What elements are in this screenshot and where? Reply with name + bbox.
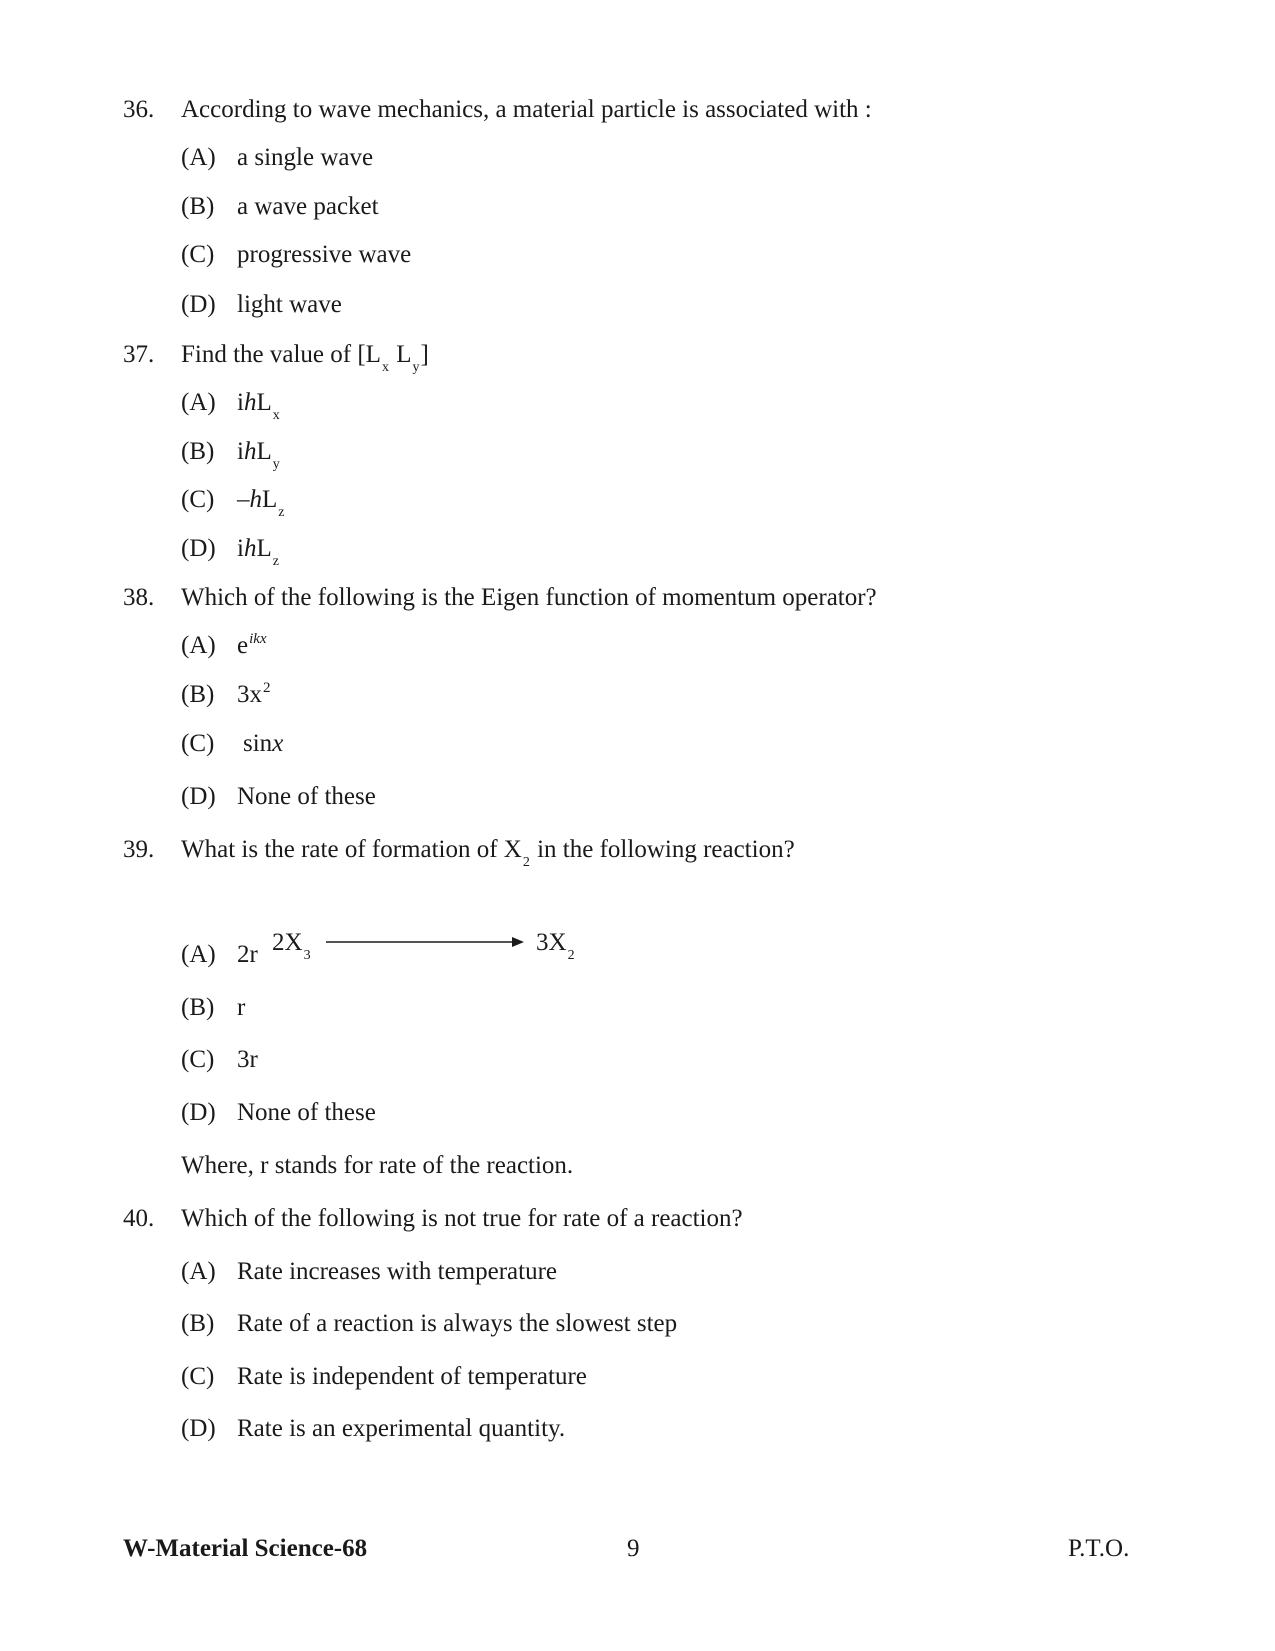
option-base: L — [256, 438, 272, 465]
question-text: What is the rate of formation of X — [181, 836, 522, 863]
option-base: 3x — [237, 681, 262, 708]
question-number: 38. — [123, 584, 155, 611]
q37-option-a — [181, 388, 281, 422]
reactant-formula: 2X — [272, 929, 303, 956]
product-formula: 3X — [536, 929, 567, 956]
q37-option-d — [181, 534, 280, 568]
q38-option-a — [181, 631, 267, 664]
question-39 — [123, 835, 795, 869]
option-prefix: i — [237, 389, 244, 416]
subscript: z — [278, 505, 285, 520]
question-text: in the following reaction? — [530, 836, 795, 863]
option-label: (D) — [181, 1415, 216, 1442]
option-label: (C) — [181, 1363, 215, 1390]
option-text: progressive wave — [237, 241, 412, 268]
option-label: (B) — [181, 438, 215, 465]
q39-option-d — [181, 1098, 376, 1128]
option-base: L — [262, 486, 278, 513]
subscript: 3 — [303, 948, 311, 963]
subscript: y — [412, 360, 420, 375]
option-text: Rate of a reaction is always the slowest step — [237, 1310, 678, 1337]
option-label: (D) — [181, 291, 216, 318]
q39-option-c — [181, 1045, 258, 1075]
question-text: Find the value of [L — [181, 341, 381, 368]
question-text: L — [389, 341, 412, 368]
option-base: L — [256, 535, 272, 562]
page-number: 9 — [627, 1535, 640, 1562]
option-label: (A) — [181, 941, 216, 968]
option-base: L — [256, 389, 272, 416]
q36-option-d — [181, 290, 342, 320]
subscript: 2 — [567, 948, 575, 963]
subscript: z — [272, 554, 279, 569]
reactant — [272, 928, 312, 962]
option-text: r — [237, 994, 246, 1021]
option-label: (C) — [181, 486, 215, 513]
option-label: (D) — [181, 783, 216, 810]
option-label: (A) — [181, 1258, 216, 1285]
option-label: (C) — [181, 241, 215, 268]
option-text: sin — [243, 730, 273, 757]
option-prefix: i — [237, 535, 244, 562]
option-prefix: – — [237, 486, 250, 513]
q36-option-c — [181, 240, 411, 270]
option-label: (A) — [181, 632, 216, 659]
h-bar-symbol: h — [243, 389, 257, 416]
option-text: light wave — [237, 291, 342, 318]
superscript: 2 — [263, 680, 271, 696]
h-bar-symbol: h — [243, 438, 257, 465]
question-text: ] — [420, 341, 429, 368]
option-label: (A) — [181, 144, 216, 171]
q37-option-c — [181, 485, 286, 519]
q39-option-a — [181, 940, 258, 970]
option-italic: x — [272, 730, 284, 757]
h-bar-symbol: h — [249, 486, 262, 513]
option-base: e — [237, 632, 249, 659]
option-text: Rate is independent of temperature — [237, 1363, 587, 1390]
subscript: y — [272, 457, 280, 472]
option-label: (B) — [181, 1310, 215, 1337]
option-text: a wave packet — [237, 193, 379, 220]
q40-option-d — [181, 1414, 565, 1444]
superscript: ikx — [249, 631, 267, 647]
option-label: (A) — [181, 389, 216, 416]
question-38 — [123, 583, 877, 613]
q38-option-b — [181, 680, 271, 713]
footer-pto: P.T.O. — [1068, 1535, 1130, 1562]
option-text: Rate increases with temperature — [237, 1258, 557, 1285]
q38-option-d — [181, 782, 376, 812]
option-label: (B) — [181, 681, 215, 708]
option-label: (B) — [181, 994, 215, 1021]
question-number: 40. — [123, 1205, 155, 1232]
option-text: None of these — [237, 783, 376, 810]
product — [536, 928, 576, 962]
question-number: 39. — [123, 836, 155, 863]
footer-paper-code: W-Material Science-68 — [123, 1535, 368, 1562]
option-label: (C) — [181, 730, 215, 757]
question-40 — [123, 1204, 743, 1234]
q38-option-c — [181, 729, 283, 759]
q40-option-a — [181, 1257, 557, 1287]
subscript: x — [272, 408, 280, 423]
option-text: a single wave — [237, 144, 374, 171]
option-text: 2r — [237, 941, 258, 968]
question-text: Which of the following is the Eigen function of momentum operator? — [181, 584, 877, 611]
q39-note: Where, r stands for rate of the reaction. — [181, 1152, 574, 1179]
subscript: x — [381, 360, 389, 375]
option-text: Rate is an experimental quantity. — [237, 1415, 566, 1442]
question-number: 36. — [123, 96, 155, 123]
question-text: Which of the following is not true for rate of a reaction? — [181, 1205, 743, 1232]
option-label: (C) — [181, 1046, 215, 1073]
option-text: None of these — [237, 1099, 376, 1126]
option-label: (D) — [181, 535, 216, 562]
reaction-equation — [272, 926, 592, 966]
q39-option-b — [181, 993, 245, 1023]
option-label: (D) — [181, 1099, 216, 1126]
question-37 — [123, 340, 429, 374]
q36-option-b — [181, 192, 379, 222]
question-36 — [123, 95, 872, 125]
option-label: (B) — [181, 193, 215, 220]
reaction-arrow-icon — [326, 934, 526, 950]
question-text: According to wave mechanics, a material particle is associated with : — [181, 96, 872, 123]
question-number: 37. — [123, 341, 155, 368]
option-text: 3r — [237, 1046, 258, 1073]
q40-option-b — [181, 1309, 677, 1339]
q37-option-b — [181, 437, 281, 471]
q36-option-a — [181, 143, 373, 173]
subscript: 2 — [522, 855, 530, 870]
option-prefix: i — [237, 438, 244, 465]
q40-option-c — [181, 1362, 587, 1392]
h-bar-symbol: h — [243, 535, 257, 562]
